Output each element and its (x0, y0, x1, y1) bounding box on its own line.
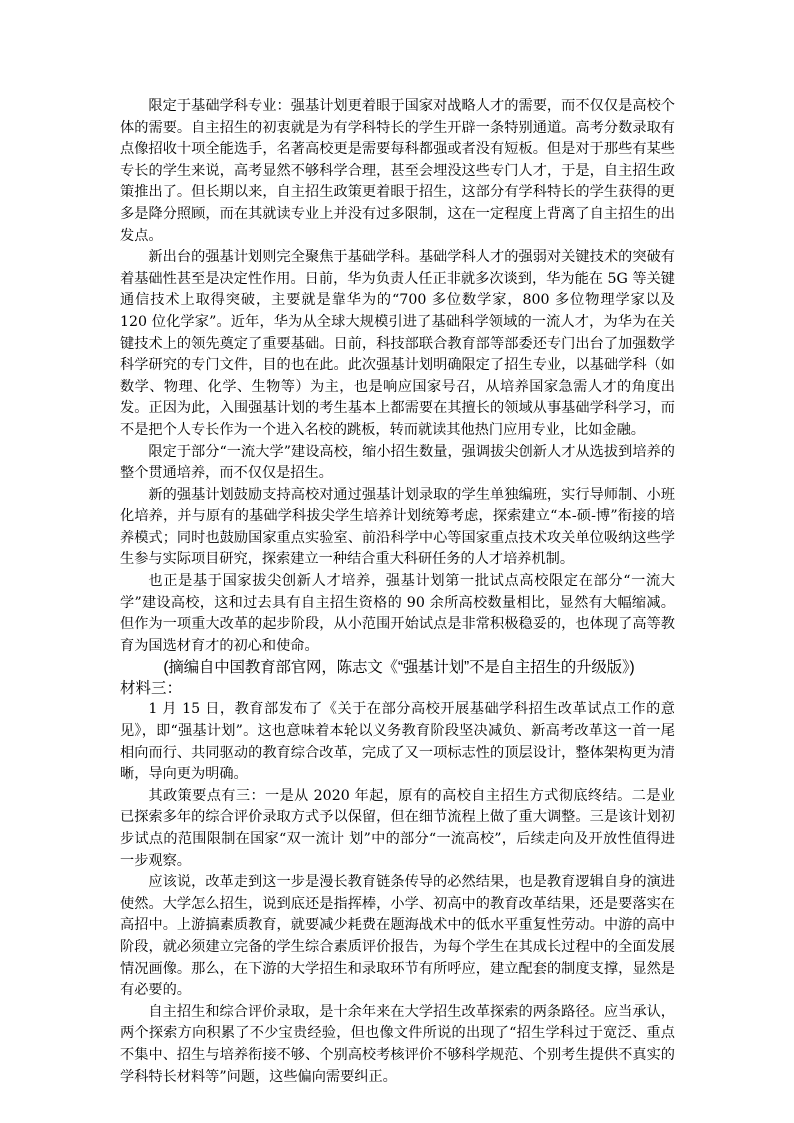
source-citation: (摘编自中国教育部官网，陈志文《“强基计划”不是自主招生的升级版》) (163, 659, 635, 677)
paragraph: 1 月 15 日，教育部发布了《关于在部分高校开展基础学科招生改革试点工作的意见》，即“强基计划”。这也意味着本轮以义务教育阶段坚决减负、新高考改革这一首一尾相向而行、共同驱动的教育综合改革，完成了又一项标志性的顶层设计，整体架构更为清晰，导向更为明确。 (120, 701, 675, 783)
section-heading: 材料三： (120, 680, 183, 698)
section-material-three (120, 678, 675, 1088)
paragraph: 也正是基于国家拔尖创新人才培养，强基计划第一批试点高校限定在部分“一流大学”建设高校，这和过去具有自主招生资格的 90 余所高校数量相比，显然有大幅缩减。但作为一项重大改革的起步阶段，从小范围开始试点是非常积极稳妥的，也体现了高等教育为国选材育才的初心和使命。 (120, 573, 675, 654)
document-page (120, 96, 675, 1088)
paragraph: 新出台的强基计划则完全聚焦于基础学科。基础学科人才的强弱对关键技术的突破有着基础性甚至是决定性作用。日前，华为负责人任正非就多次谈到，华为能在 5G 等关键通信技术上取得突破，主要就是靠华为的“700 多位数学家，800 多位物理学家以及 120 位化学家”。近年，华为从全球大规模引进了基础科学领域的一流人才，为华为在关键技术上的领先奠定了重要基础。日前，科技部联合教育部等部委还专门出台了加强数学科学研究的专门文件，目的也在此。此次强基计划明确限定了招生专业，以基础学科（如数学、物理、化学、生物等）为主，也是响应国家号召，从培养国家急需人才的角度出发。正因为此，入围强基计划的考生基本上都需要在其擅长的领域从事基础学科学习，而不是把个人专长作为一个进入名校的跳板，转而就读其他热门应用专业，比如金融。 (120, 249, 675, 438)
section-material-two (120, 96, 675, 678)
paragraph: 自主招生和综合评价录取，是十余年来在大学招生改革探索的两条路径。应当承认，两个探索方向积累了不少宝贵经验，但也像文件所说的出现了“招生学科过于宽泛、重点不集中、招生与培养衔接不够、个别高校考核评价不够科学规范、个别考生提供不真实的学科特长材料等”问题，这些偏向需要纠正。 (120, 1003, 675, 1085)
paragraph: 限定于部分“一流大学”建设高校，缩小招生数量，强调拔尖创新人才从选拔到培养的整个贯通培养，而不仅仅是招生。 (120, 443, 675, 482)
paragraph: 应该说，改革走到这一步是漫长教育链条传导的必然结果，也是教育逻辑自身的演进使然。大学怎么招生，说到底还是指挥棒，小学、初高中的教育改革结果，还是要落实在高招中。上游搞素质教育，就要减少耗费在题海战术中的低水平重复性劳动。中游的高中阶段，就必须建立完备的学生综合素质评价报告，为每个学生在其成长过程中的全面发展情况画像。那么，在下游的大学招生和录取环节有所呼应，建立配套的制度支撑，显然是有必要的。 (120, 874, 675, 999)
paragraph: 限定于基础学科专业：强基计划更着眼于国家对战略人才的需要，而不仅仅是高校个体的需要。自主招生的初衷就是为有学科特长的学生开辟一条特别通道。高考分数录取有点像招收十项全能选手，名著高校更是需要每科都强或者没有短板。但是对于那些有某些专长的学生来说，高考显然不够科学合理，甚至会埋没这些专门人才，于是，自主招生政策推出了。但长期以来，自主招生政策更着眼于招生，这部分有学科特长的学生获得的更多是降分照顾，而在其就读专业上并没有过多限制，这在一定程度上背离了自主招生的出发点。 (120, 98, 675, 244)
paragraph: 其政策要点有三：一是从 2020 年起，原有的高校自主招生方式彻底终结。二是业已探索多年的综合评价录取方式予以保留，但在细节流程上做了重大调整。三是该计划初步试点的范围限制在国家“双一流计 划”中的部分“一流高校”，后续走向及开放性值得进一步观察。 (120, 787, 675, 869)
paragraph: 新的强基计划鼓励支持高校对通过强基计划录取的学生单独编班，实行导师制、小班化培养，并与原有的基础学科拔尖学生培养计划统筹考虑，探索建立“本-硕-博”衔接的培养模式；同时也鼓励国家重点实验室、前沿科学中心等国家重点技术攻关单位吸纳这些学生参与实际项目研究，探索建立一种结合重大科研任务的人才培养机制。 (120, 486, 675, 568)
